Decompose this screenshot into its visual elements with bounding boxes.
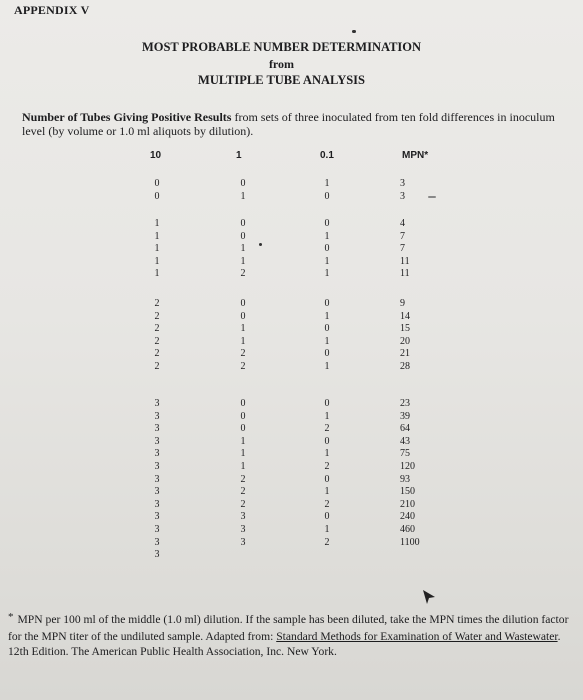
table-cell: 3: [154, 410, 160, 422]
table-cell: 3: [154, 523, 160, 535]
column-mpn-group-2: [400, 218, 424, 281]
table-cell: 2: [154, 310, 160, 322]
table-cell: 11: [400, 255, 410, 267]
table-cell: 2: [324, 423, 330, 435]
table-cell: 1: [154, 230, 160, 242]
table-cell: 2: [240, 498, 246, 510]
table-cell: 1: [324, 448, 330, 460]
column-c1-group-1: [236, 178, 250, 203]
table-cell: 2: [324, 498, 330, 510]
column-c10-group-2: [150, 218, 164, 281]
footnote-text: MPN per 100 ml of the middle (1.0 ml) dilution. If the sample has been diluted, take the MPN times the dilution factor for the MPN titer of the undiluted sample. Adapted from:: [8, 613, 569, 643]
column-mpn-group-4: [400, 398, 424, 549]
table-cell: 1: [240, 335, 246, 347]
header-0.1: 0.1: [320, 150, 334, 161]
table-cell: 210: [400, 498, 415, 510]
table-cell: 3: [154, 486, 160, 498]
column-c10-group-3: [150, 298, 164, 374]
page-subtitle: MULTIPLE TUBE ANALYSIS: [198, 73, 365, 87]
table-cell: 11: [400, 268, 410, 280]
table-cell: 3: [240, 511, 246, 523]
table-cell: 3: [154, 536, 160, 548]
table-cell: 2: [154, 348, 160, 360]
table-cell: 0: [324, 243, 330, 255]
table-cell: 3: [154, 511, 160, 523]
ink-smudge: [352, 30, 356, 33]
table-cell: 2: [324, 536, 330, 548]
table-cell: 3: [400, 190, 405, 202]
table-cell: 1: [240, 255, 246, 267]
table-cell: 0: [324, 323, 330, 335]
table-cell: 64: [400, 423, 410, 435]
table-cell: 21: [400, 348, 410, 360]
reference-title: Standard Methods for Examination of Water and Wastewater: [276, 629, 558, 643]
table-cell: 15: [400, 323, 410, 335]
table-cell: 2: [240, 360, 246, 372]
footnote: [8, 612, 576, 660]
table-cell: 0: [240, 410, 246, 422]
header-10: 10: [150, 150, 162, 161]
table-cell: 1: [240, 435, 246, 447]
table-cell: 0: [240, 298, 246, 309]
table-cell: 3: [240, 523, 246, 535]
column-c1-group-3: [236, 298, 250, 374]
table-cell: 9: [400, 298, 405, 309]
table-cell: 1: [324, 410, 330, 422]
table-cell: 1: [324, 335, 330, 347]
table-cell: 1: [240, 190, 246, 202]
table-cell: 1: [324, 230, 330, 242]
table-cell: 0: [240, 218, 246, 229]
table-cell: 3: [400, 178, 405, 189]
table-cell: 0: [240, 310, 246, 322]
table-cell: 14: [400, 310, 410, 322]
table-cell: 0: [154, 190, 160, 202]
table-cell: 75: [400, 448, 410, 460]
table-cell: 2: [154, 298, 160, 309]
table-cell: 1: [154, 243, 160, 255]
column-c10-group-1: [150, 178, 164, 203]
column-c10-group-4: [150, 398, 164, 562]
column-c01-group-4: [320, 398, 334, 549]
table-cell: 3: [240, 536, 246, 548]
table-cell: 150: [400, 486, 415, 498]
column-c01-group-3: [320, 298, 334, 374]
table-cell: 20: [400, 335, 410, 347]
table-cell: 93: [400, 473, 410, 485]
table-cell: 0: [324, 473, 330, 485]
column-mpn-group-3: [400, 298, 424, 374]
pen-mark-icon: [421, 588, 437, 606]
footnote-asterisk: *: [8, 611, 14, 623]
column-c01-group-2: [320, 218, 334, 281]
column-c1-group-4: [236, 398, 250, 549]
table-cell: 0: [324, 511, 330, 523]
table-cell: 0: [324, 435, 330, 447]
table-cell: 3: [154, 435, 160, 447]
table-cell: 2: [324, 460, 330, 472]
table-cell: 7: [400, 243, 405, 255]
table-cell: 0: [324, 398, 330, 409]
table-cell: 0: [240, 178, 246, 189]
table-cell: 1: [324, 255, 330, 267]
table-cell: 1: [324, 310, 330, 322]
table-cell: 3: [154, 498, 160, 510]
table-cell: 0: [240, 398, 246, 409]
table-cell: 0: [154, 178, 160, 189]
table-cell: 39: [400, 410, 410, 422]
ink-dot: [259, 243, 262, 246]
table-cell: 2: [154, 323, 160, 335]
table-cell: 3: [154, 423, 160, 435]
table-cell: 0: [324, 348, 330, 360]
table-cell: 1: [324, 360, 330, 372]
table-cell: 1100: [400, 536, 420, 548]
column-c1-group-2: [236, 218, 250, 281]
table-cell: 0: [240, 423, 246, 435]
table-cell: 28: [400, 360, 410, 372]
table-cell: 240: [400, 511, 415, 523]
table-cell: 2: [240, 486, 246, 498]
intro-text: from sets of three inoculated from ten fold differences in inoculum level (by volume or 1.0 ml aliquots by dilution).: [22, 110, 555, 138]
table-cell: 120: [400, 460, 415, 472]
header-1: 1: [236, 150, 242, 161]
page-title: MOST PROBABLE NUMBER DETERMINATION: [141, 40, 422, 54]
table-cell: 460: [400, 523, 415, 535]
page-subtitle-from: from: [268, 57, 295, 71]
column-c01-group-1: [320, 178, 334, 203]
table-cell: 3: [154, 473, 160, 485]
table-cell: 1: [324, 523, 330, 535]
table-cell: 1: [154, 218, 160, 229]
table-cell: 1: [154, 255, 160, 267]
table-cell: 0: [324, 298, 330, 309]
intro-bold: Number of Tubes Giving Positive Results: [22, 110, 232, 124]
table-cell: 0: [324, 190, 330, 202]
table-cell: 2: [154, 360, 160, 372]
ink-smudge: [428, 196, 436, 198]
table-cell: 1: [240, 323, 246, 335]
table-cell: 1: [324, 486, 330, 498]
table-cell: 2: [240, 268, 246, 280]
table-cell: 0: [324, 218, 330, 229]
table-cell: 1: [240, 448, 246, 460]
footnote-text-end: . 12th Edition. The American Public Health Association, Inc. New York.: [8, 629, 561, 658]
table-cell: 3: [154, 448, 160, 460]
table-cell: 1: [154, 268, 160, 280]
table-cell: 1: [240, 460, 246, 472]
appendix-label: APPENDIX V: [14, 3, 90, 17]
table-cell: 4: [400, 218, 405, 229]
table-cell: 23: [400, 398, 410, 409]
table-cell: 7: [400, 230, 405, 242]
table-cell: 2: [240, 348, 246, 360]
table-cell: 3: [154, 549, 160, 561]
table-cell: 1: [324, 178, 330, 189]
header-mpn: MPN*: [402, 150, 429, 161]
intro-paragraph: [22, 110, 562, 138]
table-cell: 43: [400, 435, 410, 447]
column-mpn-group-1: [400, 178, 424, 203]
table-cell: 1: [324, 268, 330, 280]
table-cell: 0: [240, 230, 246, 242]
table-cell: 3: [154, 398, 160, 409]
table-cell: 2: [154, 335, 160, 347]
table-cell: 2: [240, 473, 246, 485]
table-cell: 3: [154, 460, 160, 472]
table-cell: 1: [240, 243, 246, 255]
